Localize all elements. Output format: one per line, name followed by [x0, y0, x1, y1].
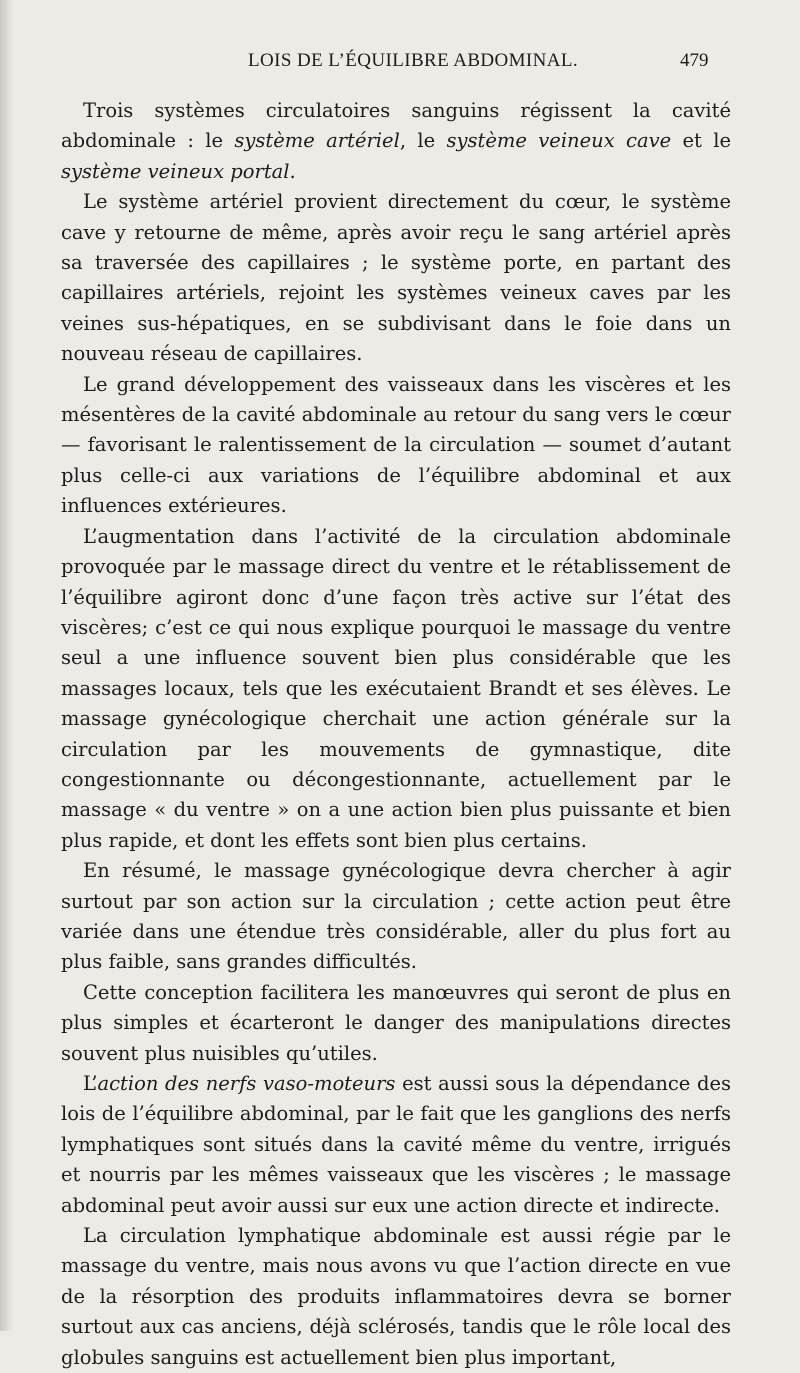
- page-number: 479: [680, 50, 709, 71]
- term-portal-venous-system: système veineux portal: [61, 159, 290, 183]
- paragraph-summary: En résumé, le massage gynécologique devra chercher à agir surtout par son action sur la circulation ; cette action peut être variée dans une étendue très considérable, aller du plus fort au plus faible, sans grandes difficultés.: [61, 859, 731, 974]
- paragraph-conception: Cette conception facilitera les manœuvres qui seront de plus en plus simples et écarteront le danger des manipulations directes souvent plus nuisibles qu’utiles.: [61, 980, 731, 1065]
- paragraph-circulation-activity: L’augmentation dans l’activité de la circulation abdominale provoquée par le massage direct du ventre et le rétablissement de l’équilibre agiront donc d’une façon très active sur l’état des viscères; c’est ce qui nous explique pourquoi le massage du ventre seul a une influence souvent bien plus considérable que les massages locaux, tels que les exécutaient Brandt et ses élèves. Le massage gynécologique cherchait une action générale sur la circulation par les mouvements de gymnastique, dite congestionnante ou décongestionnante, actuellement par le massage « du ventre » on a une action bien plus puissante et bien plus rapide, et dont les effets sont bien plus certains.: [61, 524, 731, 852]
- term-vasomotor-action: action des nerfs vaso-moteurs: [97, 1072, 396, 1095]
- paragraph-vessel-development: Le grand développement des vaisseaux dans les viscères et les mésentères de la cavité abdominale au retour du sang vers le cœur — favorisant le ralentissement de la circulation — soumet d’autant plus celle-ci aux variations de l’équilibre abdominal et aux influences extérieures.: [61, 372, 731, 518]
- paragraph-circulatory-systems: Trois systèmes circulatoires sanguins régissent la cavité abdominale : le système artériel, le système veineux cave et le système veineux portal.: [61, 99, 731, 183]
- paragraph-vasomotor-nerves: L’action des nerfs vaso-moteurs est aussi sous la dépendance des lois de l’équilibre abdominal, par le fait que les ganglions des nerfs lymphatiques sont situés dans la cavité même du ventre, irrigués et nourris par les mêmes vaisseaux que les viscères ; le massage abdominal peut avoir aussi sur eux une action directe et indirecte.: [61, 1072, 731, 1217]
- paragraph-lymphatic-circulation: La circulation lymphatique abdominale est aussi régie par le massage du ventre, mais nous avons vu que l’action directe en vue de la résorption des produits inflammatoires devra se borner surtout aux cas anciens, déjà sclérosés, tandis que le rôle local des globules sanguins est actuellement bien plus important,: [61, 1224, 731, 1369]
- term-arterial-system: système artériel: [234, 129, 400, 153]
- term-caval-venous-system: système veineux cave: [446, 129, 672, 153]
- body-text: [61, 96, 731, 1373]
- paragraph-arterial-system: Le système artériel provient directement du cœur, le système cave y retourne de même, après avoir reçu le sang artériel après sa traversée des capillaires ; le système porte, en partant des capillaires artériels, rejoint les systèmes veineux caves par les veines sus-hépatiques, en se subdivisant dans le foie dans un nouveau réseau de capillaires.: [61, 190, 731, 366]
- running-title: LOIS DE L’ÉQUILIBRE ABDOMINAL.: [248, 50, 579, 71]
